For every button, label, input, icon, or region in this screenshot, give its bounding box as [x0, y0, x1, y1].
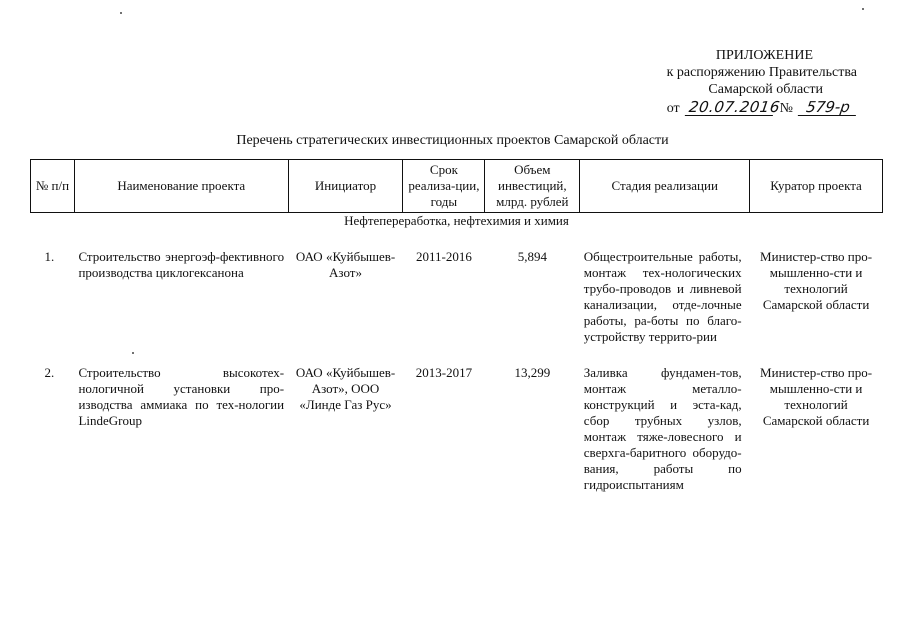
projects-table [30, 159, 883, 493]
project-initiator: ОАО «Куйбышев-Азот», ООО «Линде Газ Рус» [295, 365, 396, 412]
scan-speck [862, 8, 864, 10]
row-number: 1. [44, 249, 55, 264]
project-initiator: ОАО «Куйбышев-Азот» [295, 249, 396, 280]
decree-date-number [617, 99, 857, 117]
number-prefix: № [779, 101, 793, 116]
row-number: 2. [44, 365, 55, 380]
col-header-curator: Куратор проекта [750, 160, 883, 213]
document-title: Перечень стратегических инвестиционных проектов Самарской области [236, 133, 669, 148]
project-stage: Общестроительные работы, монтаж тех-нологических трубо-проводов и ливневой канализации, отде-лочные работы, ра-боты по благо-устройству террито-рии [583, 249, 742, 344]
date-prefix: от [666, 101, 680, 116]
col-header-period: Срок реализа-ции, годы [403, 160, 485, 213]
table-row [31, 365, 883, 493]
project-curator: Министер-ство про-мышленно-сти и технологий Самарской области [760, 365, 873, 428]
col-header-volume: Объем инвестиций, млрд. рублей [485, 160, 580, 213]
project-stage: Заливка фундамен-тов, монтаж металло-конструкций и эста-кад, сбор трубных узлов, монтаж тяже-ловесного и сверхга-баритного оборудо-вания, работы по гидроиспытаниям [583, 365, 742, 492]
col-header-name: Наименование проекта [74, 160, 288, 213]
scan-speck [120, 12, 122, 14]
project-period: 2011-2016 [415, 249, 472, 264]
section-row [31, 213, 883, 234]
section-title: Нефтепереработка, нефтехимия и химия [344, 213, 569, 228]
table-row [31, 249, 883, 345]
table-header-row [31, 160, 883, 213]
decree-reference: к распоряжению Правительства [666, 65, 857, 80]
project-curator: Министер-ство про-мышленно-сти и технологий Самарской области [760, 249, 873, 312]
appendix-header [617, 47, 857, 117]
project-volume: 13,299 [514, 365, 551, 380]
handwritten-number: 579-р [798, 99, 858, 116]
scan-speck [132, 352, 134, 354]
project-name: Строительство энергоэф-фективного производства циклогексанона [78, 249, 285, 280]
col-header-num: № п/п [31, 160, 75, 213]
region-name: Самарской области [708, 82, 823, 97]
appendix-label: ПРИЛОЖЕНИЕ [715, 48, 813, 63]
project-name: Строительство высокотех-нологичной установки про-изводства аммиака по тех-нологии LindeGroup [78, 365, 285, 428]
handwritten-date: 20.07.2016 [684, 99, 774, 116]
col-header-stage: Стадия реализации [580, 160, 750, 213]
project-volume: 5,894 [517, 249, 547, 264]
col-header-initiator: Инициатор [288, 160, 403, 213]
project-period: 2013-2017 [415, 365, 473, 380]
